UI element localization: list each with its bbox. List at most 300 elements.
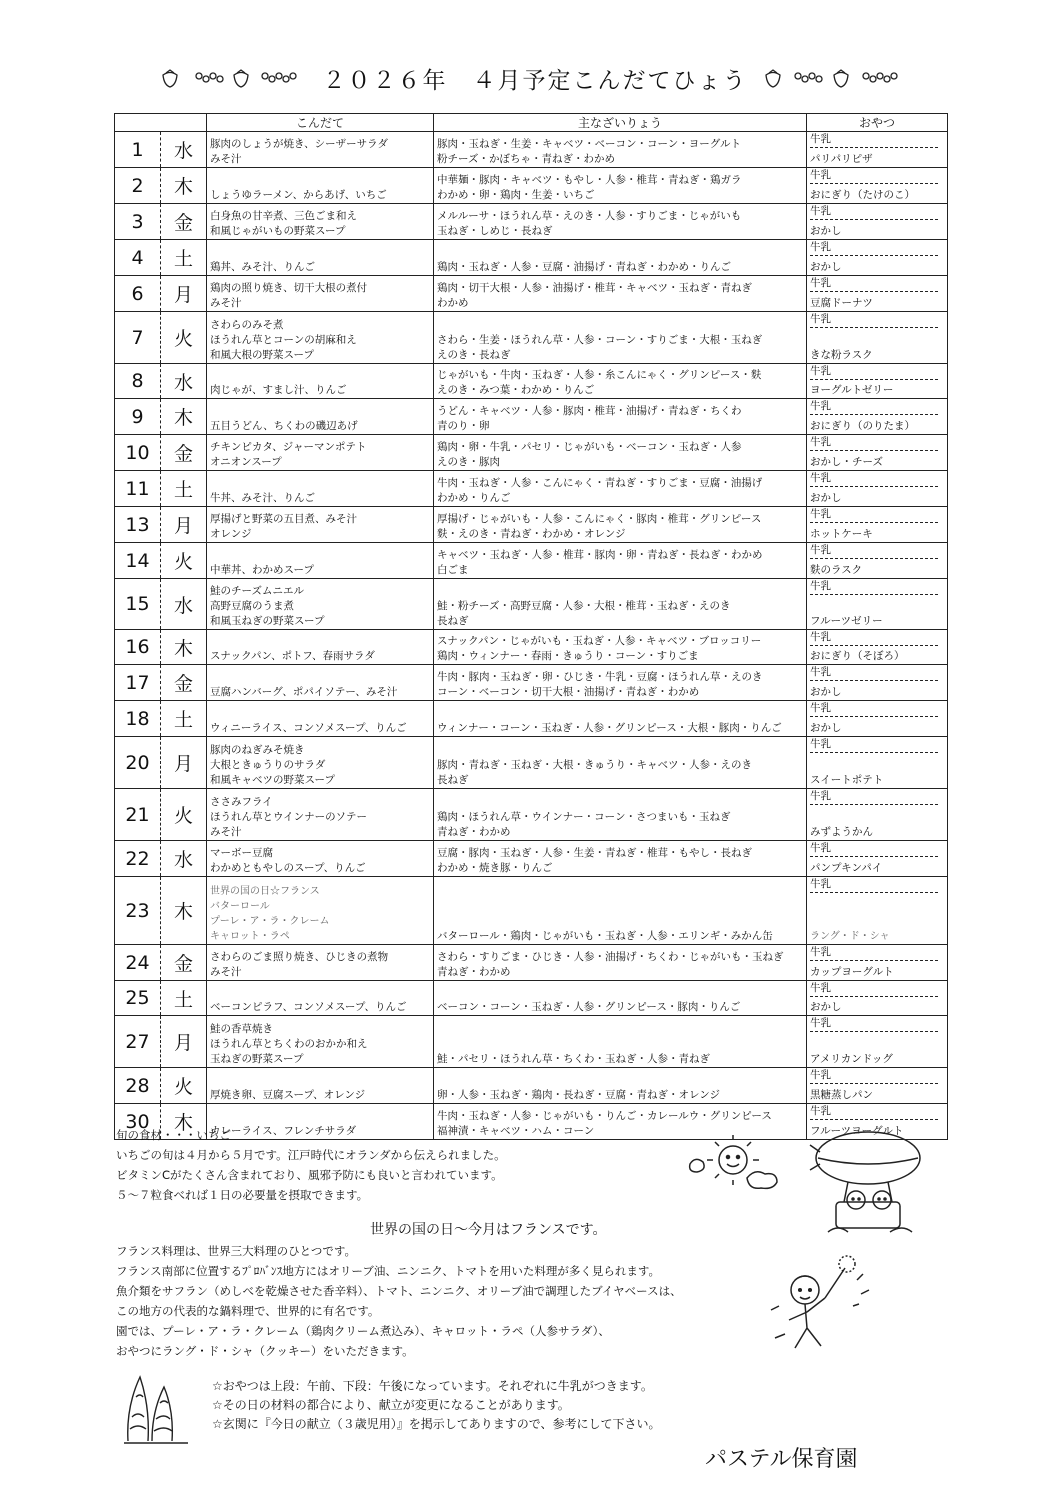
sun-cloud-icon: [685, 1132, 785, 1192]
ingredient-line: わかめ・卵・鶏肉・生姜・いちご: [437, 189, 595, 201]
menu-item: ほうれん草とウインナーのソテー: [210, 811, 367, 823]
menu-item: みそ汁: [210, 153, 242, 165]
table-row: [115, 132, 948, 168]
weekday: 木: [161, 877, 207, 945]
afternoon-snack: みずようかん: [810, 826, 873, 838]
menu-item: 白身魚の甘辛煮、三色ごま和え: [210, 210, 357, 222]
menu-item: 玉ねぎの野菜スープ: [210, 1053, 304, 1065]
table-row: [115, 789, 948, 841]
afternoon-snack: きな粉ラスク: [810, 349, 873, 361]
menu-item: ベーコンピラフ、コンソメスープ、りんご: [210, 1001, 407, 1013]
snack-cell: [807, 132, 948, 168]
morning-snack: 牛乳: [810, 1068, 938, 1084]
morning-snack: 牛乳: [810, 665, 938, 681]
ingredient-line: ウィンナー・コーン・玉ねぎ・人参・グリンピース・大根・豚肉・りんご: [437, 722, 782, 734]
menu-item: 世界の国の日☆フランス: [210, 886, 320, 897]
menu-cell: [207, 399, 434, 435]
weekday: 土: [161, 701, 207, 737]
afternoon-snack: おにぎり（のりたま）: [810, 420, 915, 432]
morning-snack: 牛乳: [810, 312, 938, 328]
menu-cell: [207, 665, 434, 701]
menu-cell: [207, 877, 434, 945]
ingredients-cell: [434, 168, 807, 204]
menu-item: 和風キャベツの野菜スープ: [210, 774, 335, 786]
menu-body: [115, 132, 948, 1140]
table-row: [115, 630, 948, 665]
menu-item: 鮭の香草焼き: [210, 1023, 273, 1035]
menu-item: ほうれん草とちくわのおかか和え: [210, 1038, 368, 1050]
menu-item: 豚肉のしょうが焼き、シーザーサラダ: [210, 138, 388, 150]
ingredient-line: 麩・えのき・青ねぎ・わかめ・オレンジ: [437, 528, 626, 540]
strawberry-decoration-right: [762, 67, 912, 89]
menu-item: 鶏肉の照り焼き、切干大根の煮付: [210, 282, 368, 294]
weekday: 月: [161, 737, 207, 789]
morning-snack: 牛乳: [810, 841, 938, 857]
menu-item: 大根ときゅうりのサラダ: [210, 759, 326, 771]
day-number: 2: [115, 168, 161, 204]
day-number: 14: [115, 543, 161, 579]
menu-item: 和風玉ねぎの野菜スープ: [210, 615, 325, 627]
menu-cell: [207, 507, 434, 543]
ingredients-cell: [434, 364, 807, 399]
weekday: 金: [161, 204, 207, 240]
afternoon-snack: おにぎり（そぼろ）: [810, 650, 905, 662]
world-line: おやつにラング・ド・シャ（クッキー）をいただきます。: [116, 1344, 414, 1358]
ingredient-line: 鶏肉・切干大根・人参・油揚げ・椎茸・キャベツ・玉ねぎ・青ねぎ: [437, 282, 752, 294]
day-number: 23: [115, 877, 161, 945]
table-row: [115, 364, 948, 399]
ingredient-line: 白ごま: [437, 564, 469, 576]
morning-snack: 牛乳: [810, 204, 938, 220]
header-menu: こんだて: [207, 114, 434, 132]
weekday: 火: [161, 312, 207, 364]
table-row: [115, 276, 948, 312]
menu-cell: [207, 945, 434, 981]
weekday: 土: [161, 981, 207, 1016]
weekday: 木: [161, 168, 207, 204]
child-dandelion-icon: [765, 1250, 875, 1360]
snack-cell: [807, 276, 948, 312]
table-row: [115, 204, 948, 240]
morning-snack: 牛乳: [810, 364, 938, 380]
afternoon-snack: おかし: [810, 686, 842, 698]
table-row: [115, 945, 948, 981]
menu-item: キャロット・ラペ: [210, 931, 290, 942]
ingredients-cell: [434, 737, 807, 789]
world-line: フランス南部に位置するﾌﾟﾛﾊﾞﾝｽ地方にはオリーブ油、ニンニク、トマトを用いた料理が多く見られます。: [116, 1264, 660, 1278]
seasonal-notes: [116, 1125, 506, 1205]
morning-snack: 牛乳: [810, 981, 938, 997]
ingredients-cell: [434, 204, 807, 240]
footer-notes: [212, 1377, 661, 1434]
ingredient-line: さわら・すりごま・ひじき・人参・油揚げ・ちくわ・じゃがいも・玉ねぎ: [437, 951, 784, 963]
menu-cell: [207, 364, 434, 399]
snack-cell: [807, 204, 948, 240]
day-number: 24: [115, 945, 161, 981]
seasonal-line: ５～７粒食べれば１日の必要量を摂取できます。: [116, 1188, 369, 1202]
ingredients-cell: [434, 312, 807, 364]
footer-note: ☆おやつは上段：午前、下段：午後になっています。それぞれに牛乳がつきます。: [212, 1379, 653, 1393]
menu-item: 肉じゃが、すまし汁、りんご: [210, 384, 347, 396]
ingredients-cell: [434, 1068, 807, 1104]
ingredients-cell: [434, 276, 807, 312]
snack-cell: [807, 579, 948, 630]
weekday: 木: [161, 1104, 207, 1140]
menu-item: ほうれん草とコーンの胡麻和え: [210, 334, 357, 346]
ingredients-cell: [434, 981, 807, 1016]
weekday: 木: [161, 399, 207, 435]
table-row: [115, 507, 948, 543]
menu-item: オレンジ: [210, 528, 252, 540]
day-number: 15: [115, 579, 161, 630]
morning-snack: 牛乳: [810, 630, 938, 646]
day-number: 16: [115, 630, 161, 665]
afternoon-snack: アメリカンドッグ: [810, 1053, 893, 1065]
weekday: 土: [161, 240, 207, 276]
table-row: [115, 701, 948, 737]
menu-item: さわらのみそ煮: [210, 319, 284, 331]
morning-snack: 牛乳: [810, 543, 938, 559]
header-snack: おやつ: [807, 114, 948, 132]
snack-cell: [807, 789, 948, 841]
menu-item: 厚焼き卵、豆腐スープ、オレンジ: [210, 1089, 366, 1101]
page-title: ２０２６年 ４月予定こんだてひょう: [322, 67, 748, 94]
world-line: 魚介類をサフラン（めしべを乾燥させた香辛料）、トマト、ニンニク、オリーブ油で調理したブイヤベースは、: [116, 1284, 682, 1298]
snack-cell: [807, 471, 948, 507]
day-number: 13: [115, 507, 161, 543]
menu-cell: [207, 579, 434, 630]
ingredient-line: 青ねぎ・わかめ: [437, 966, 511, 978]
table-row: [115, 399, 948, 435]
snack-cell: [807, 981, 948, 1016]
snack-cell: [807, 945, 948, 981]
day-number: 30: [115, 1104, 161, 1140]
snack-cell: [807, 364, 948, 399]
seasonal-line: いちごの旬は４月から５月です。江戸時代にオランダから伝えられました。: [116, 1148, 506, 1162]
header-blank: [115, 114, 207, 132]
snack-cell: [807, 701, 948, 737]
title-row: [120, 58, 950, 98]
table-row: [115, 312, 948, 364]
snack-cell: [807, 841, 948, 877]
afternoon-snack: おかし: [810, 492, 842, 504]
menu-cell: [207, 1016, 434, 1068]
ingredient-line: 福神漬・キャベツ・ハム・コーン: [437, 1125, 595, 1137]
morning-snack: 牛乳: [810, 789, 938, 805]
day-number: 28: [115, 1068, 161, 1104]
menu-item: みそ汁: [210, 297, 242, 309]
world-day-title: 世界の国の日～今月はフランスです。: [370, 1222, 607, 1238]
menu-cell: [207, 204, 434, 240]
weekday: 水: [161, 132, 207, 168]
weekday: 金: [161, 945, 207, 981]
ingredient-line: 玉ねぎ・しめじ・長ねぎ: [437, 225, 553, 237]
footer-note: ☆その日の材料の都合により、献立が変更になることがあります。: [212, 1398, 570, 1412]
world-line: フランス料理は、世界三大料理のひとつです。: [116, 1244, 357, 1258]
table-row: [115, 543, 948, 579]
world-line: 園では、プーレ・ア・ラ・クレーム（鶏肉クリーム煮込み）、キャロット・ラペ（人参サラダ）、: [116, 1324, 610, 1338]
ingredient-line: 鮭・パセリ・ほうれん草・ちくわ・玉ねぎ・人参・青ねぎ: [437, 1053, 710, 1065]
day-number: 4: [115, 240, 161, 276]
weekday: 火: [161, 789, 207, 841]
ingredient-line: わかめ・焼き豚・りんご: [437, 862, 553, 874]
ingredient-line: 鶏肉・ウィンナー・春雨・きゅうり・コーン・すりごま: [437, 650, 699, 662]
menu-item: 和風大根の野菜スープ: [210, 349, 314, 361]
snack-cell: [807, 665, 948, 701]
day-number: 20: [115, 737, 161, 789]
weekday: 金: [161, 665, 207, 701]
table-row: [115, 1016, 948, 1068]
morning-snack: 牛乳: [810, 737, 938, 753]
table-row: [115, 579, 948, 630]
day-number: 6: [115, 276, 161, 312]
table-header-row: [115, 114, 948, 132]
ingredient-line: 牛肉・豚肉・玉ねぎ・卵・ひじき・牛乳・豆腐・ほうれん草・えのき: [437, 671, 763, 683]
snack-cell: [807, 240, 948, 276]
weekday: 水: [161, 364, 207, 399]
afternoon-snack: おにぎり（たけのこ）: [810, 189, 915, 201]
menu-cell: [207, 841, 434, 877]
day-number: 3: [115, 204, 161, 240]
ingredient-line: さわら・生姜・ほうれん草・人参・コーン・すりごま・大根・玉ねぎ: [437, 334, 763, 346]
menu-item: チキンピカタ、ジャーマンポテト: [210, 441, 367, 453]
afternoon-snack: おかし: [810, 225, 842, 237]
menu-item: 高野豆腐のうま煮: [210, 600, 294, 612]
header-ingredients: 主なざいりょう: [434, 114, 807, 132]
ingredients-cell: [434, 877, 807, 945]
ingredient-line: 豚肉・玉ねぎ・生姜・キャベツ・ベーコン・コーン・ヨーグルト: [437, 138, 741, 150]
ingredient-line: 卵・人参・玉ねぎ・鶏肉・長ねぎ・豆腐・青ねぎ・オレンジ: [437, 1089, 720, 1101]
afternoon-snack: パンプキンパイ: [810, 862, 883, 874]
menu-cell: [207, 132, 434, 168]
menu-cell: [207, 276, 434, 312]
ingredient-line: 中華麺・豚肉・キャベツ・もやし・人参・椎茸・青ねぎ・鶏ガラ: [437, 174, 742, 186]
afternoon-snack: おかし: [810, 261, 842, 273]
menu-cell: [207, 543, 434, 579]
day-number: 9: [115, 399, 161, 435]
menu-item: しょうゆラーメン、からあげ、いちご: [210, 189, 387, 201]
day-number: 27: [115, 1016, 161, 1068]
ingredients-cell: [434, 789, 807, 841]
ingredients-cell: [434, 132, 807, 168]
morning-snack: 牛乳: [810, 276, 938, 292]
table-row: [115, 168, 948, 204]
ingredient-line: ベーコン・コーン・玉ねぎ・人参・グリンピース・豚肉・りんご: [437, 1001, 741, 1013]
menu-item: 豆腐ハンバーグ、ポパイソテー、みそ汁: [210, 686, 398, 698]
morning-snack: 牛乳: [810, 507, 938, 523]
ingredient-line: 厚揚げ・じゃがいも・人参・こんにゃく・豚肉・椎茸・グリンピース: [437, 513, 762, 525]
seasonal-title: 旬の食材・・・いちご: [116, 1128, 231, 1142]
menu-item: オニオンスープ: [210, 456, 282, 468]
bamboo-shoot-icon: [122, 1367, 192, 1447]
menu-cell: [207, 168, 434, 204]
morning-snack: 牛乳: [810, 945, 938, 961]
afternoon-snack: おかし: [810, 722, 842, 734]
ingredient-line: わかめ: [437, 297, 469, 309]
menu-cell: [207, 471, 434, 507]
menu-item: さわらのごま照り焼き、ひじきの煮物: [210, 951, 389, 963]
ingredient-line: 豚肉・青ねぎ・玉ねぎ・大根・きゅうり・キャベツ・人参・えのき: [437, 759, 752, 771]
ingredients-cell: [434, 630, 807, 665]
menu-item: マーボー豆腐: [210, 847, 273, 859]
weekday: 金: [161, 435, 207, 471]
day-number: 10: [115, 435, 161, 471]
day-number: 21: [115, 789, 161, 841]
ingredient-line: メルルーサ・ほうれん草・えのき・人参・すりごま・じゃがいも: [437, 210, 742, 222]
menu-item: みそ汁: [210, 966, 242, 978]
afternoon-snack: ホットケーキ: [810, 528, 873, 540]
day-number: 1: [115, 132, 161, 168]
weekday: 火: [161, 543, 207, 579]
afternoon-snack: フルーツゼリー: [810, 615, 883, 627]
ingredient-line: 青のり・卵: [437, 420, 490, 432]
ingredient-line: 牛肉・玉ねぎ・人参・じゃがいも・りんご・カレールウ・グリンピース: [437, 1110, 772, 1122]
airship-kids-icon: [808, 1120, 933, 1240]
snack-cell: [807, 312, 948, 364]
snack-cell: [807, 630, 948, 665]
menu-cell: [207, 240, 434, 276]
menu-item: 豚肉のねぎみそ焼き: [210, 744, 305, 756]
ingredient-line: キャベツ・玉ねぎ・人参・椎茸・豚肉・卵・青ねぎ・長ねぎ・わかめ: [437, 549, 763, 561]
morning-snack: 牛乳: [810, 399, 938, 415]
ingredients-cell: [434, 1016, 807, 1068]
menu-item: スナックパン、ポトフ、春雨サラダ: [210, 650, 375, 662]
menu-item: ささみフライ: [210, 796, 273, 808]
ingredients-cell: [434, 701, 807, 737]
ingredients-cell: [434, 507, 807, 543]
ingredient-line: 牛肉・玉ねぎ・人参・こんにゃく・青ねぎ・すりごま・豆腐・油揚げ: [437, 477, 763, 489]
weekday: 火: [161, 1068, 207, 1104]
footer-note: ☆玄関に『今日の献立（３歳児用）』を掲示してありますので、参考にして下さい。: [212, 1417, 661, 1431]
ingredients-cell: [434, 435, 807, 471]
ingredient-line: うどん・キャベツ・人参・豚肉・椎茸・油揚げ・青ねぎ・ちくわ: [437, 405, 742, 417]
table-row: [115, 1068, 948, 1104]
day-number: 7: [115, 312, 161, 364]
strawberry-decoration-left: [159, 67, 309, 89]
morning-snack: 牛乳: [810, 240, 938, 256]
ingredients-cell: [434, 240, 807, 276]
morning-snack: 牛乳: [810, 1104, 938, 1120]
ingredient-line: わかめ・りんご: [437, 492, 511, 504]
morning-snack: 牛乳: [810, 701, 938, 717]
menu-cell: [207, 789, 434, 841]
table-row: [115, 240, 948, 276]
menu-cell: [207, 435, 434, 471]
table-row: [115, 841, 948, 877]
afternoon-snack: おかし・チーズ: [810, 456, 883, 468]
menu-cell: [207, 630, 434, 665]
weekday: 月: [161, 1016, 207, 1068]
afternoon-snack: 黒糖蒸しパン: [810, 1089, 873, 1101]
morning-snack: 牛乳: [810, 1016, 938, 1032]
morning-snack: 牛乳: [810, 471, 938, 487]
menu-item: プーレ・ア・ラ・クレーム: [210, 916, 330, 927]
table-row: [115, 471, 948, 507]
menu-item: 鮭のチーズムニエル: [210, 585, 304, 597]
snack-cell: [807, 543, 948, 579]
ingredient-line: スナックパン・じゃがいも・玉ねぎ・人参・キャベツ・ブロッコリー: [437, 635, 762, 647]
ingredient-line: 豆腐・豚肉・玉ねぎ・人参・生姜・青ねぎ・椎茸・もやし・長ねぎ: [437, 847, 752, 859]
menu-item: 鶏丼、みそ汁、りんご: [210, 261, 315, 273]
weekday: 水: [161, 579, 207, 630]
menu-item: 厚揚げと野菜の五目煮、みそ汁: [210, 513, 357, 525]
ingredients-cell: [434, 471, 807, 507]
ingredient-line: 鮭・粉チーズ・高野豆腐・人参・大根・椎茸・玉ねぎ・えのき: [437, 600, 731, 612]
snack-cell: [807, 507, 948, 543]
afternoon-snack: パリパリピザ: [810, 153, 873, 165]
ingredient-line: 青ねぎ・わかめ: [437, 826, 511, 838]
menu-item: ウィニーライス、コンソメスープ、りんご: [210, 722, 407, 734]
snack-cell: [807, 168, 948, 204]
ingredient-line: えのき・豚肉: [437, 456, 500, 468]
day-number: 22: [115, 841, 161, 877]
table-row: [115, 665, 948, 701]
weekday: 木: [161, 630, 207, 665]
ingredient-line: 粉チーズ・かぼちゃ・青ねぎ・わかめ: [437, 153, 615, 165]
snack-cell: [807, 737, 948, 789]
morning-snack: 牛乳: [810, 168, 938, 184]
afternoon-snack: カップヨーグルト: [810, 966, 894, 978]
morning-snack: 牛乳: [810, 877, 938, 893]
table-row: [115, 435, 948, 471]
snack-cell: [807, 877, 948, 945]
ingredient-line: バターロール・鶏肉・じゃがいも・玉ねぎ・人参・エリンギ・みかん缶: [437, 930, 773, 942]
morning-snack: 牛乳: [810, 132, 938, 148]
afternoon-snack: ラング・ド・シャ: [810, 931, 890, 942]
ingredients-cell: [434, 543, 807, 579]
ingredients-cell: [434, 841, 807, 877]
table-row: [115, 737, 948, 789]
afternoon-snack: フルーツヨーグルト: [810, 1125, 904, 1137]
world-line: この地方の代表的な鍋料理で、世界的に有名です。: [116, 1304, 380, 1318]
menu-item: わかめともやしのスープ、りんご: [210, 862, 366, 874]
menu-item: カレーライス、フレンチサラダ: [210, 1125, 357, 1137]
ingredients-cell: [434, 579, 807, 630]
menu-table: [114, 113, 948, 1140]
table-row: [115, 981, 948, 1016]
ingredient-line: 鶏肉・ほうれん草・ウインナー・コーン・さつまいも・玉ねぎ: [437, 811, 731, 823]
afternoon-snack: 豆腐ドーナツ: [810, 297, 873, 309]
ingredient-line: コーン・ベーコン・切干大根・油揚げ・青ねぎ・わかめ: [437, 686, 700, 698]
day-number: 8: [115, 364, 161, 399]
ingredients-cell: [434, 945, 807, 981]
menu-cell: [207, 701, 434, 737]
day-number: 17: [115, 665, 161, 701]
snack-cell: [807, 435, 948, 471]
weekday: 月: [161, 276, 207, 312]
table-row: [115, 877, 948, 945]
menu-item: 中華丼、わかめスープ: [210, 564, 314, 576]
morning-snack: 牛乳: [810, 579, 938, 595]
menu-item: 和風じゃがいもの野菜スープ: [210, 225, 346, 237]
afternoon-snack: 麩のラスク: [810, 564, 863, 576]
menu-item: みそ汁: [210, 826, 242, 838]
menu-cell: [207, 312, 434, 364]
ingredients-cell: [434, 665, 807, 701]
menu-item: バターロール: [210, 901, 270, 912]
ingredient-line: えのき・長ねぎ: [437, 349, 511, 361]
seasonal-line: ビタミンCがたくさん含まれており、風邪予防にも良いと言われています。: [116, 1168, 503, 1182]
weekday: 土: [161, 471, 207, 507]
afternoon-snack: ヨーグルトゼリー: [810, 384, 894, 396]
menu-item: 牛丼、みそ汁、りんご: [210, 492, 315, 504]
ingredient-line: じゃがいも・牛肉・玉ねぎ・人参・糸こんにゃく・グリンピース・麩: [437, 369, 762, 381]
menu-cell: [207, 737, 434, 789]
day-number: 25: [115, 981, 161, 1016]
morning-snack: 牛乳: [810, 435, 938, 451]
school-name: パステル保育園: [705, 1447, 858, 1472]
snack-cell: [807, 399, 948, 435]
